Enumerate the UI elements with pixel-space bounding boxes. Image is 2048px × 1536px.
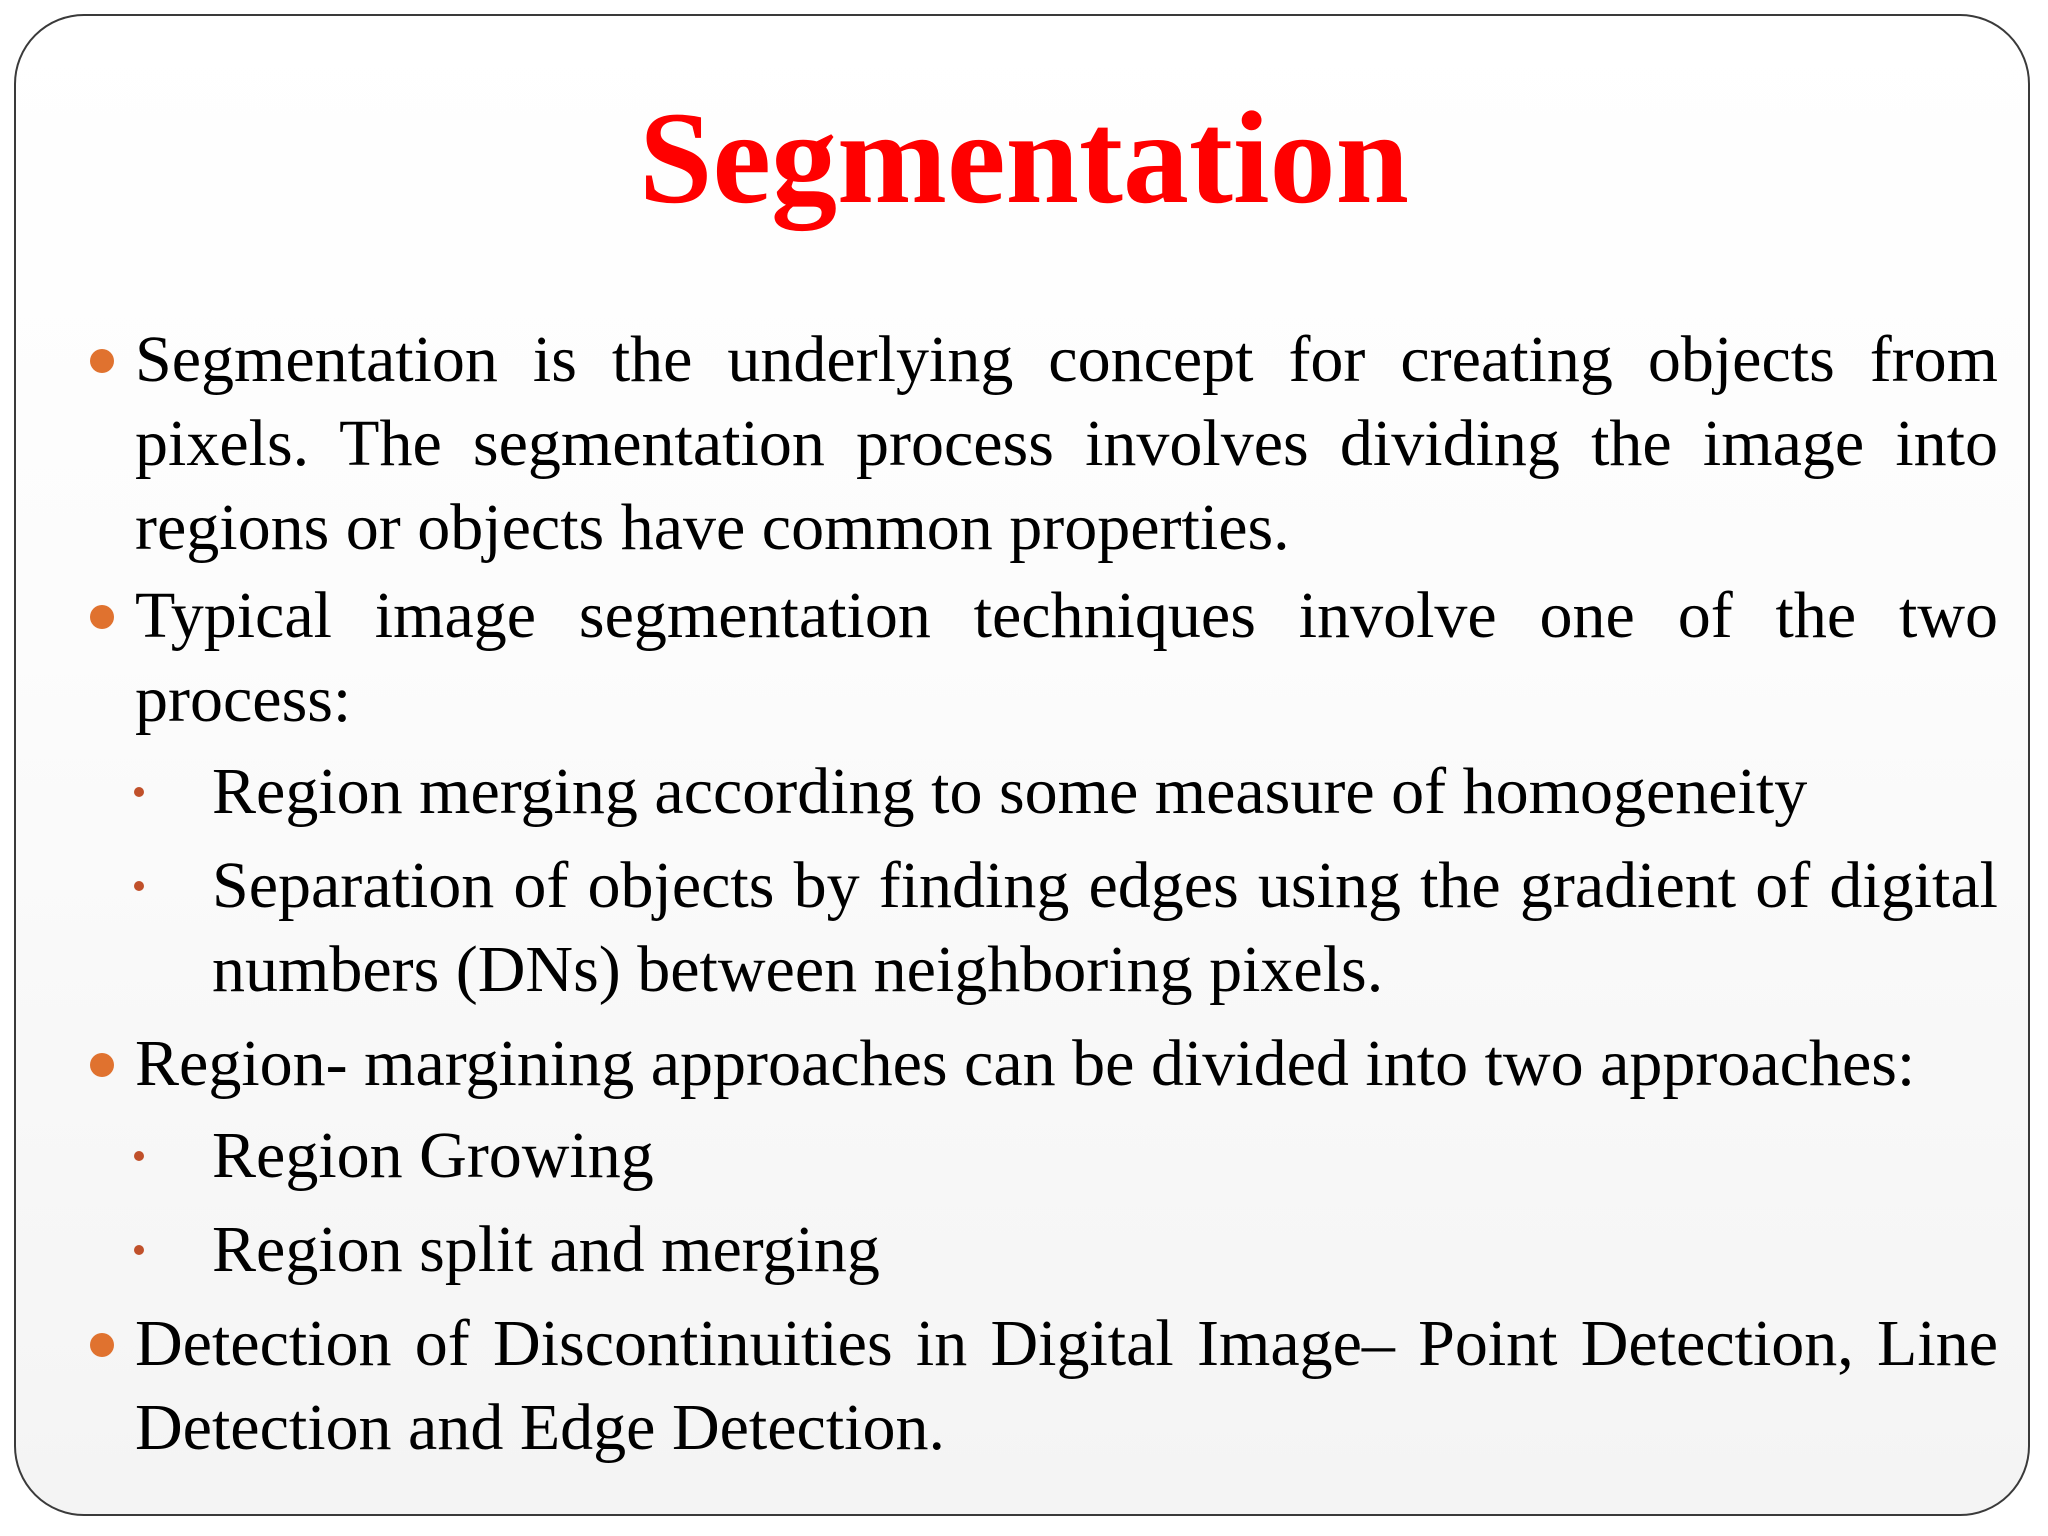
sub-bullet-dot-icon [134, 787, 144, 797]
sub-bullet-text: Region Growing [212, 1119, 654, 1192]
bullet-item [90, 1022, 1998, 1106]
bullet-item [90, 318, 1998, 570]
sub-bullet-item [90, 1208, 1998, 1292]
slide-title: Segmentation [639, 84, 1409, 231]
sub-bullet-dot-icon [134, 1151, 144, 1161]
sub-bullet-dot-icon [134, 881, 144, 891]
bullet-item [90, 1302, 1998, 1470]
bullet-text: Region- margining approaches can be divided into two approaches: [135, 1027, 1916, 1100]
sub-bullet-text: Region split and merging [212, 1213, 880, 1286]
bullet-dot-icon [90, 605, 114, 629]
bullet-text: Detection of Discontinuities in Digital Image– Point Detection, Line Detection and Edge Detection. [135, 1307, 1998, 1464]
bullet-dot-icon [90, 349, 114, 373]
sub-bullet-dot-icon [134, 1245, 144, 1255]
sub-bullet-item [90, 750, 1998, 834]
sub-bullet-item [90, 844, 1998, 1012]
sub-bullet-item [90, 1114, 1998, 1198]
bullet-text: Segmentation is the underlying concept for creating objects from pixels. The segmentation process involves dividing the image into regions or objects have common properties. [135, 323, 1998, 564]
sub-bullet-text: Separation of objects by finding edges using the gradient of digital numbers (DNs) between neighboring pixels. [212, 849, 1998, 1006]
sub-bullet-text: Region merging according to some measure of homogeneity [212, 755, 1808, 828]
bullet-text: Typical image segmentation techniques involve one of the two process: [135, 579, 1998, 736]
bullet-dot-icon [90, 1333, 114, 1357]
bullet-item [90, 574, 1998, 742]
slide-content [90, 318, 1998, 1474]
bullet-dot-icon [90, 1053, 114, 1077]
